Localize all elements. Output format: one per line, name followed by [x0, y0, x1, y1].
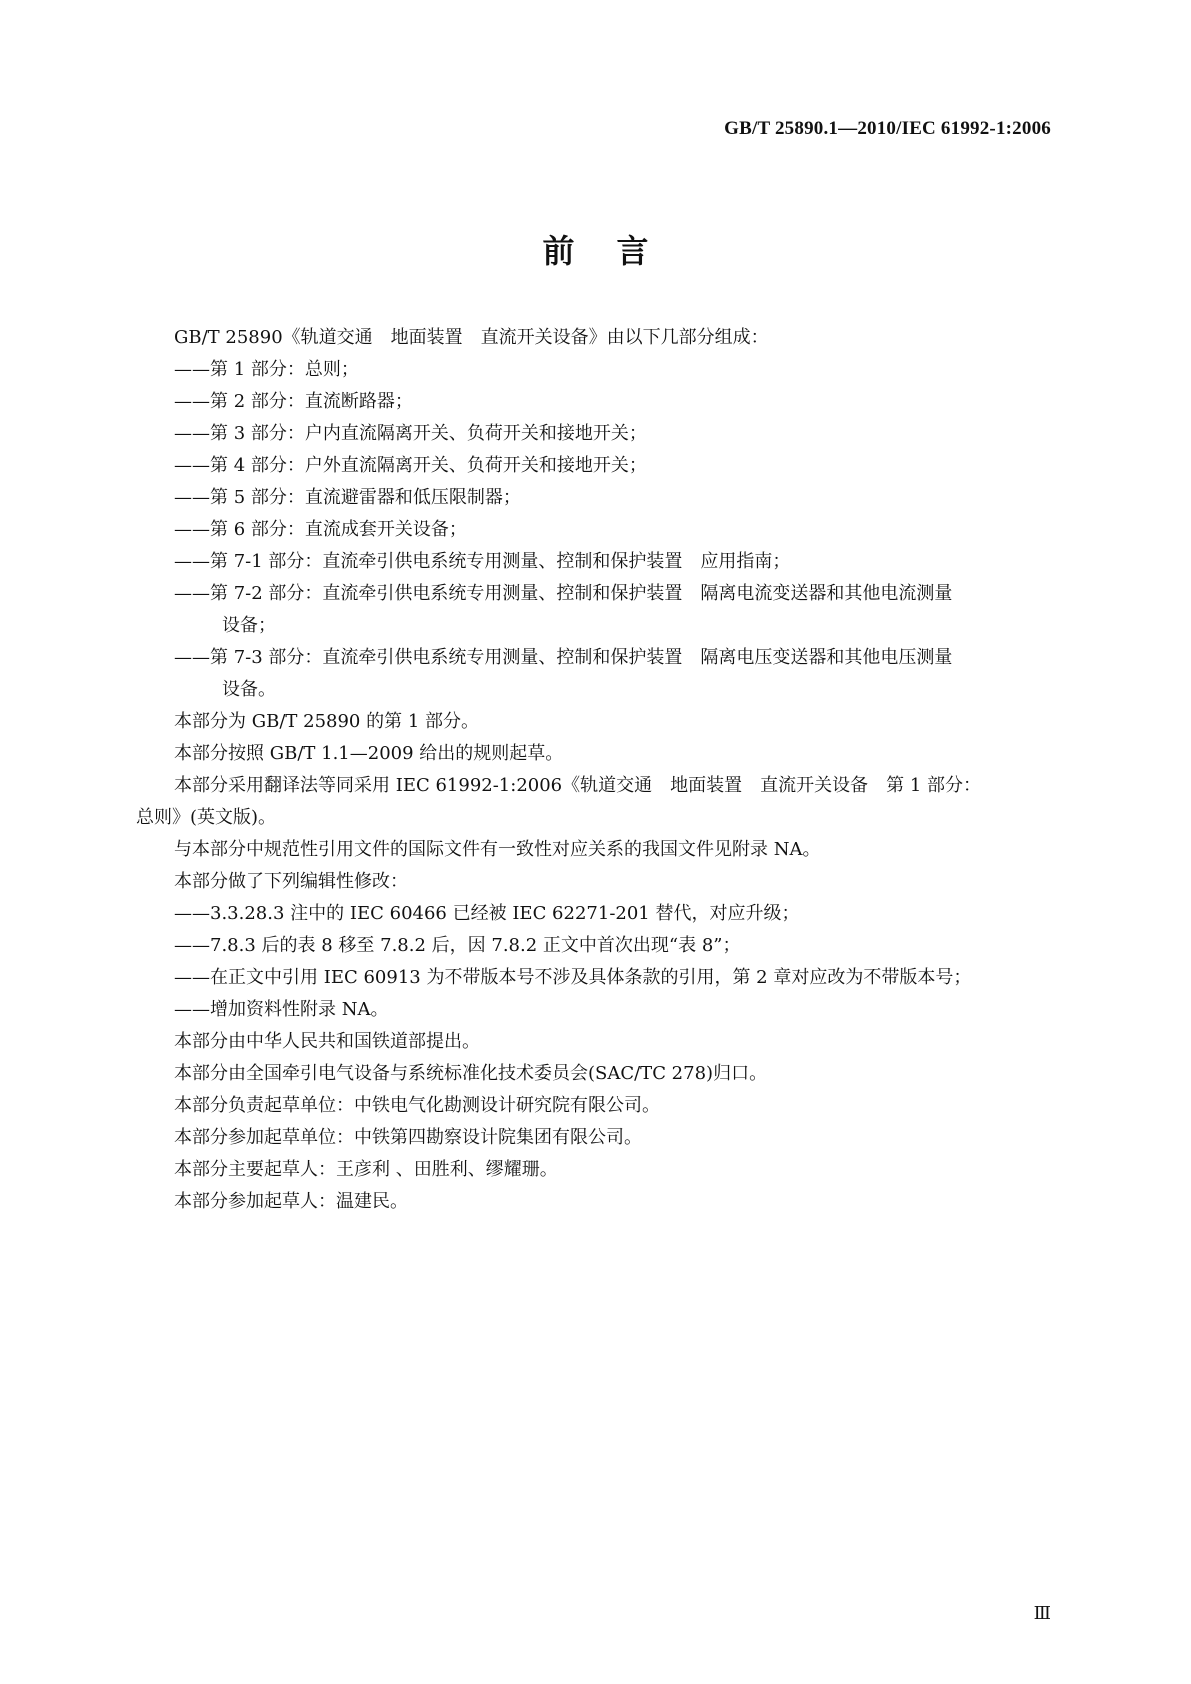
body-line: 本部分由中华人民共和国铁道部提出。 [174, 1031, 480, 1052]
page-number: Ⅲ [1033, 1603, 1051, 1623]
body-line: 本部分做了下列编辑性修改： [174, 871, 408, 892]
standard-number-header: GB/T 25890.1—2010/IEC 61992-1:2006 [724, 118, 1051, 139]
body-line: ——第 4 部分：户外直流隔离开关、负荷开关和接地开关； [174, 455, 647, 476]
body-line: 本部分参加起草人：温建民。 [174, 1191, 408, 1212]
body-line: ——第 6 部分：直流成套开关设备； [174, 519, 467, 540]
body-line: ——第 7-1 部分：直流牵引供电系统专用测量、控制和保护装置 应用指南； [174, 551, 791, 572]
body-line: ——增加资料性附录 NA。 [174, 999, 389, 1020]
body-line: 本部分负责起草单位：中铁电气化勘测设计研究院有限公司。 [174, 1095, 660, 1116]
body-line: 与本部分中规范性引用文件的国际文件有一致性对应关系的我国文件见附录 NA。 [174, 839, 821, 860]
body-line: ——第 7-2 部分：直流牵引供电系统专用测量、控制和保护装置 隔离电流变送器和其他电流测量 [174, 583, 953, 604]
page-title: 前言 [542, 232, 691, 270]
body-line: 本部分采用翻译法等同采用 IEC 61992-1:2006《轨道交通 地面装置 直流开关设备 第 1 部分： [174, 775, 982, 796]
body-line: 本部分由全国牵引电气设备与系统标准化技术委员会(SAC/TC 278)归口。 [174, 1063, 768, 1084]
body-line: 本部分为 GB/T 25890 的第 1 部分。 [174, 711, 479, 732]
body-line: ——在正文中引用 IEC 60913 为不带版本号不涉及具体条款的引用，第 2 章对应改为不带版本号； [174, 967, 972, 988]
body-line: 设备； [222, 615, 276, 636]
body-line: ——第 3 部分：户内直流隔离开关、负荷开关和接地开关； [174, 423, 647, 444]
body-line: 本部分参加起草单位：中铁第四勘察设计院集团有限公司。 [174, 1127, 642, 1148]
body-line: ——第 5 部分：直流避雷器和低压限制器； [174, 487, 521, 508]
body-line: 本部分主要起草人：王彦利 、田胜利、缪耀珊。 [174, 1159, 558, 1180]
body-line: ——7.8.3 后的表 8 移至 7.8.2 后，因 7.8.2 正文中首次出现“表 8”； [174, 935, 741, 956]
body-line: 设备。 [222, 679, 276, 700]
body-line: ——第 2 部分：直流断路器； [174, 391, 413, 412]
document-body [136, 322, 1055, 1218]
body-line: 本部分按照 GB/T 1.1—2009 给出的规则起草。 [174, 743, 564, 764]
body-line: ——3.3.28.3 注中的 IEC 60466 已经被 IEC 62271-201 替代，对应升级； [174, 903, 800, 924]
body-line: ——第 1 部分：总则； [174, 359, 359, 380]
body-line: ——第 7-3 部分：直流牵引供电系统专用测量、控制和保护装置 隔离电压变送器和其他电压测量 [174, 647, 953, 668]
body-line: GB/T 25890《轨道交通 地面装置 直流开关设备》由以下几部分组成： [174, 327, 769, 348]
body-line: 总则》(英文版)。 [136, 807, 277, 828]
